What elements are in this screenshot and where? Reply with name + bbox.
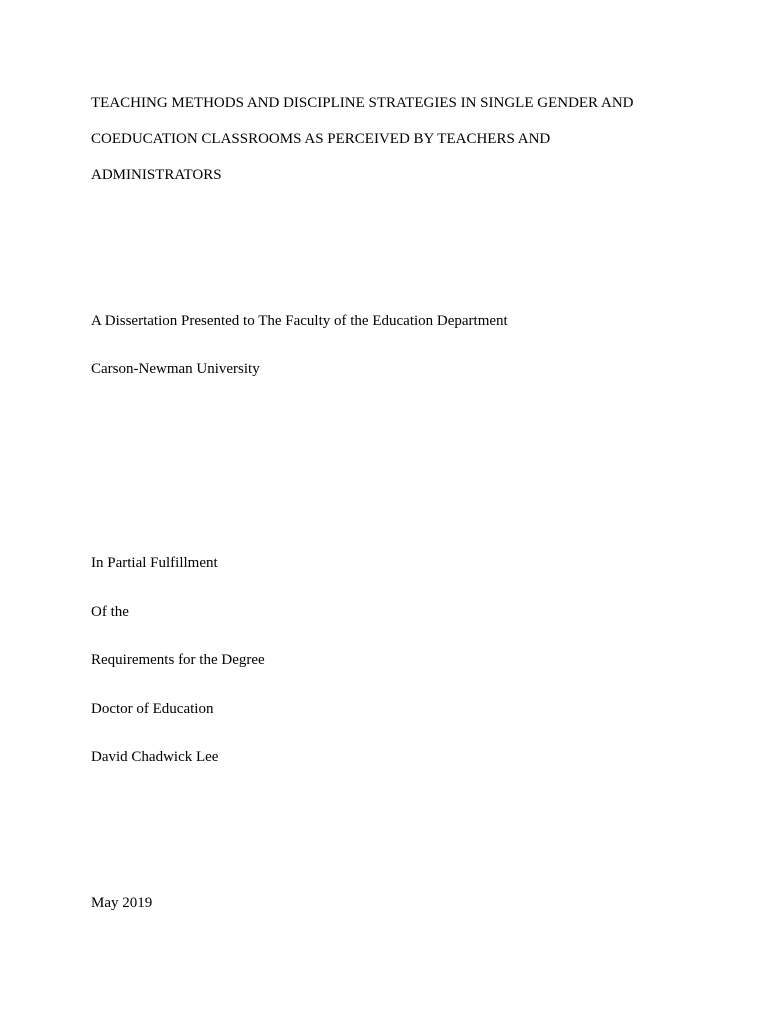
title-line-3: ADMINISTRATORS [91,167,222,183]
submission-date: May 2019 [91,895,153,911]
degree-name: Doctor of Education [91,701,214,717]
fulfillment-line-2: Of the [91,604,129,620]
fulfillment-line-1: In Partial Fulfillment [91,555,218,571]
institution-name: Carson-Newman University [91,361,260,377]
fulfillment-line-3: Requirements for the Degree [91,652,265,668]
title-line-1: TEACHING METHODS AND DISCIPLINE STRATEGIES IN SINGLE GENDER AND [91,95,634,111]
presentation-statement: A Dissertation Presented to The Faculty of the Education Department [91,313,508,329]
title-line-2: COEDUCATION CLASSROOMS AS PERCEIVED BY TEACHERS AND [91,131,551,147]
author-name: David Chadwick Lee [91,749,219,765]
